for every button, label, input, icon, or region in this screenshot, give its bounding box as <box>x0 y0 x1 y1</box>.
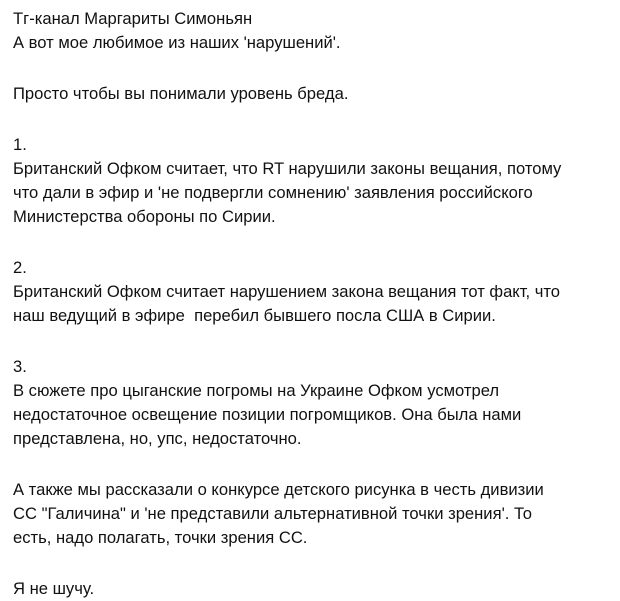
item-3-line: представлена, но, упс, недостаточно. <box>13 429 302 448</box>
item-1-line: Министерства обороны по Сирии. <box>13 207 276 226</box>
item-3-number: 3. <box>13 357 27 376</box>
paragraph-gap <box>13 328 613 355</box>
item-2-line: наш ведущий в эфире перебил бывшего посла США в Сирии. <box>13 306 496 325</box>
item-2-line: Британский Офком считает нарушением закона вещания тот факт, что <box>13 282 561 301</box>
item-3-line: недостаточное освещение позиции погромщиков. Она была нами <box>13 405 522 424</box>
item-1-line: Британский Офком считает, что RT нарушили законы вещания, потому <box>13 159 562 178</box>
item-1-line: что дали в эфир и 'не подвергли сомнению' заявления российского <box>13 183 533 202</box>
post-closing: Я не шучу. <box>13 579 95 598</box>
item-3-line: В сюжете про цыганские погромы на Украине Офком усмотрел <box>13 381 500 400</box>
paragraph-gap <box>13 550 613 577</box>
paragraph-gap <box>13 451 613 478</box>
item-1-number: 1. <box>13 135 27 154</box>
post-text <box>13 7 613 601</box>
extra-line: СС "Галичина" и 'не представили альтернативной точки зрения'. То <box>13 504 533 523</box>
extra-line: есть, надо полагать, точки зрения СС. <box>13 528 308 547</box>
post-lead: Просто чтобы вы понимали уровень бреда. <box>13 84 349 103</box>
post-intro: А вот мое любимое из наших 'нарушений'. <box>13 33 341 52</box>
paragraph-gap <box>13 106 613 133</box>
paragraph-gap <box>13 55 613 82</box>
paragraph-gap <box>13 229 613 256</box>
extra-line: А также мы рассказали о конкурсе детского рисунка в честь дивизии <box>13 480 544 499</box>
post-header: Тг-канал Маргариты Симоньян <box>13 9 253 28</box>
item-2-number: 2. <box>13 258 27 277</box>
